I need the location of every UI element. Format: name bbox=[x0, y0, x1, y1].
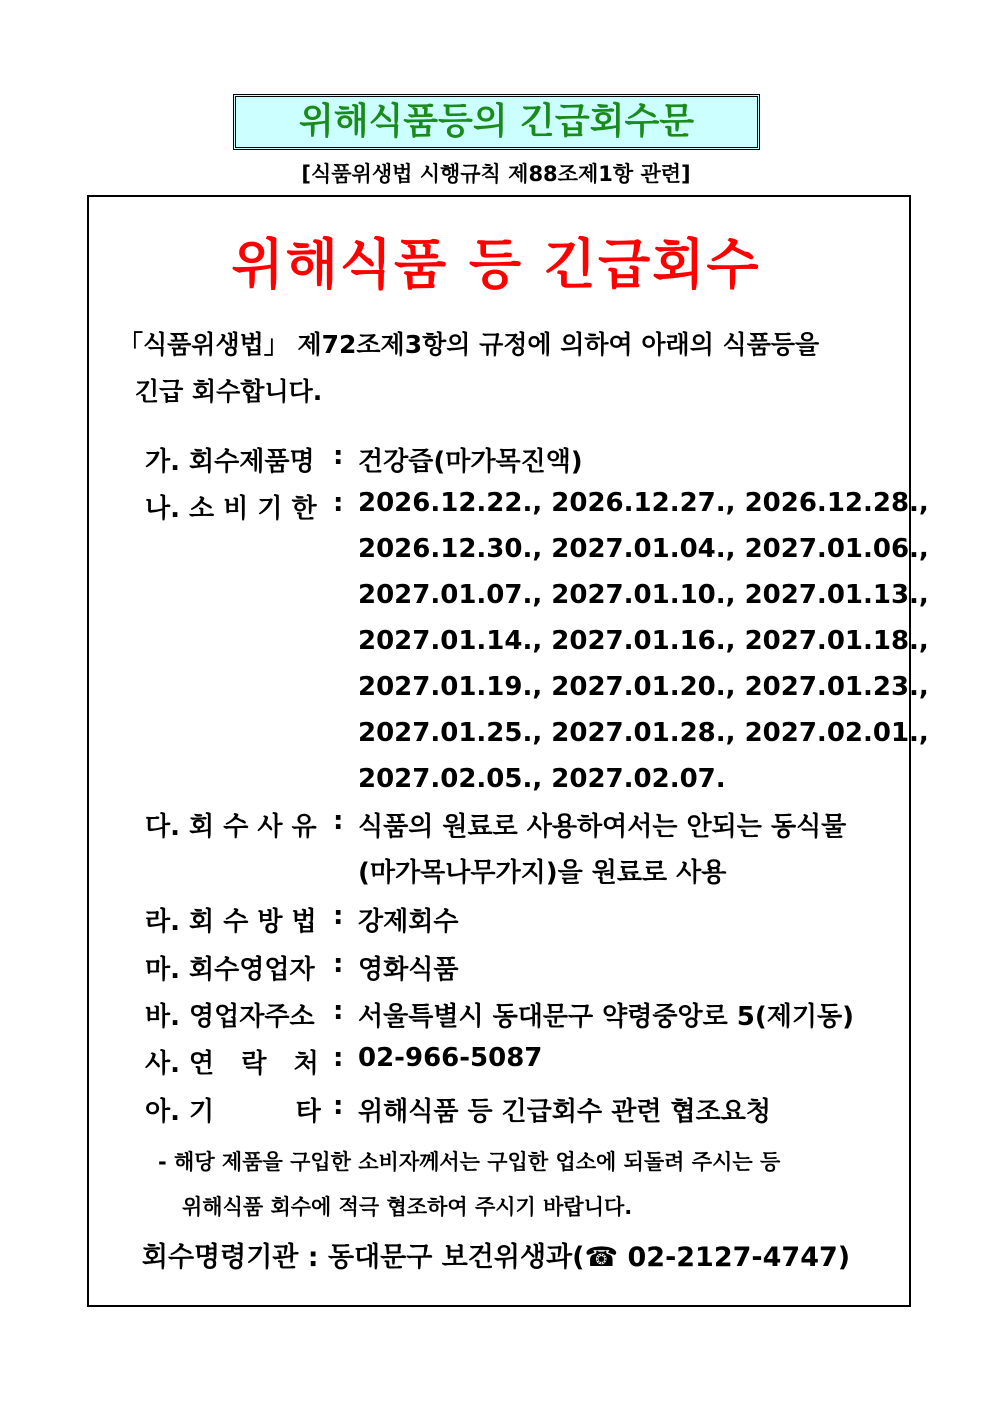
agency-phone: 02-2127-4747) bbox=[618, 1242, 851, 1273]
item-value: 2026.12.30., 2027.01.04., 2027.01.06., bbox=[358, 534, 929, 564]
item-colon: : bbox=[333, 1091, 344, 1121]
item-label: 아. 기 타 bbox=[145, 1097, 321, 1127]
item-label: 나. 소 비 기 한 bbox=[145, 494, 317, 524]
item-colon: : bbox=[333, 806, 344, 836]
notice-frame bbox=[87, 195, 911, 1307]
item-value: 2026.12.22., 2026.12.27., 2026.12.28., bbox=[358, 488, 929, 518]
item-value: 식품의 원료로 사용하여서는 안되는 동식물 bbox=[358, 812, 847, 842]
item-value: 2027.02.05., 2027.02.07. bbox=[358, 764, 726, 794]
item-label: 다. 회 수 사 유 bbox=[145, 812, 317, 842]
item-label: 가. 회수제품명 bbox=[145, 447, 315, 477]
item-value: 건강즙(마가목진액) bbox=[358, 447, 583, 477]
note-line: 위해식품 회수에 적극 협조하여 주시기 바랍니다. bbox=[182, 1195, 633, 1219]
item-colon: : bbox=[333, 901, 344, 931]
item-value: 02-966-5087 bbox=[358, 1043, 543, 1073]
item-value: (마가목나무가지)을 원료로 사용 bbox=[358, 858, 727, 888]
intro-line: 긴급 회수합니다. bbox=[135, 377, 323, 406]
item-value: 위해식품 등 긴급회수 관련 협조요청 bbox=[358, 1097, 771, 1127]
note-line: - 해당 제품을 구입한 소비자께서는 구입한 업소에 되돌려 주시는 등 bbox=[158, 1150, 781, 1174]
item-colon: : bbox=[333, 441, 344, 471]
document-title: 위해식품등의 긴급회수문 bbox=[298, 101, 695, 142]
intro-line: 「식품위생법」 제72조제3항의 규정에 의하여 아래의 식품등을 bbox=[118, 330, 820, 359]
item-value: 2027.01.07., 2027.01.10., 2027.01.13., bbox=[358, 580, 929, 610]
notice-title: 위해식품 등 긴급회수 bbox=[231, 233, 761, 296]
item-value: 강제회수 bbox=[358, 907, 459, 937]
item-label: 라. 회 수 방 법 bbox=[145, 907, 317, 937]
item-value: 2027.01.19., 2027.01.20., 2027.01.23., bbox=[358, 672, 929, 702]
item-label: 바. 영업자주소 bbox=[145, 1002, 315, 1032]
item-value: 서울특별시 동대문구 약령중앙로 5(제기동) bbox=[358, 1002, 854, 1032]
agency-label: 회수명령기관 : 동대문구 보건위생과( bbox=[141, 1242, 585, 1273]
legal-reference: [식품위생법 시행규칙 제88조제1항 관련] bbox=[301, 162, 691, 186]
item-label: 사. 연 락 처 bbox=[145, 1049, 319, 1079]
item-colon: : bbox=[333, 996, 344, 1026]
item-value: 2027.01.14., 2027.01.16., 2027.01.18., bbox=[358, 626, 929, 656]
item-colon: : bbox=[333, 949, 344, 979]
item-colon: : bbox=[333, 1043, 344, 1073]
item-value: 2027.01.25., 2027.01.28., 2027.02.01., bbox=[358, 718, 929, 748]
document-title-box bbox=[233, 94, 760, 150]
recall-agency bbox=[0, 1235, 992, 1274]
item-value: 영화식품 bbox=[358, 955, 459, 985]
phone-icon: ☎ bbox=[584, 1242, 619, 1273]
item-label: 마. 회수영업자 bbox=[145, 955, 315, 985]
item-colon: : bbox=[333, 488, 344, 518]
